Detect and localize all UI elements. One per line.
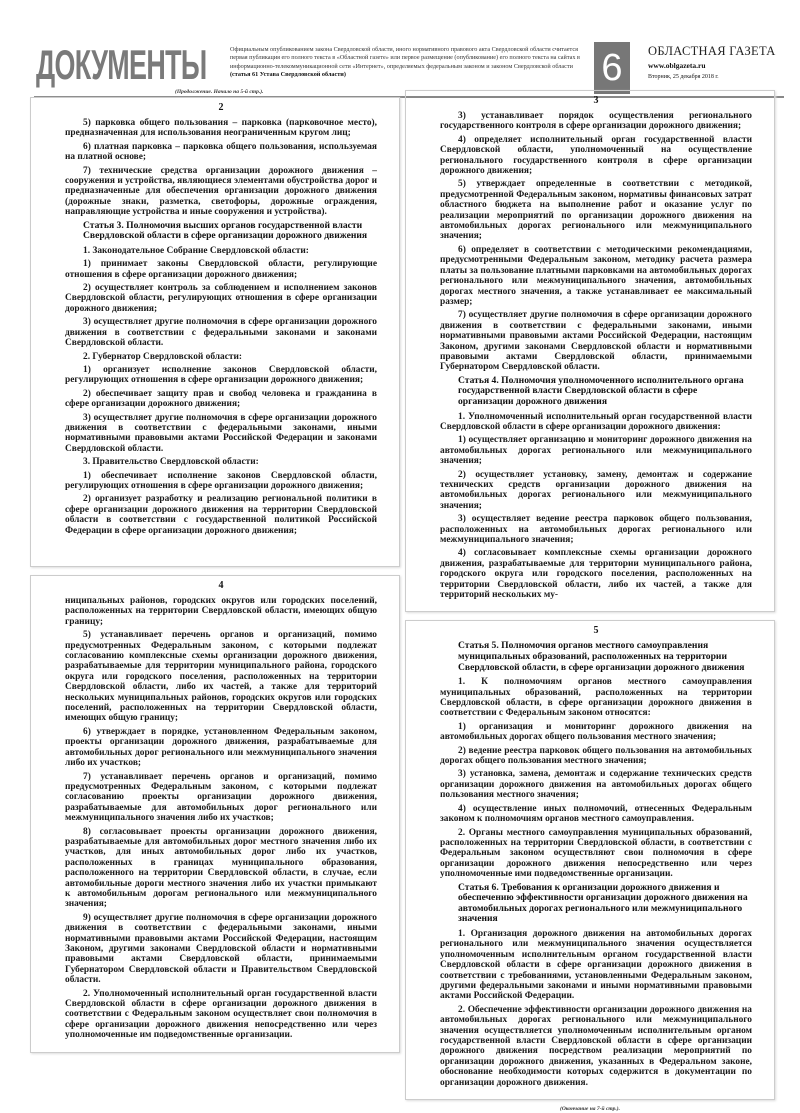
paragraph: 7) устанавливает перечень органов и организаций, помимо предусмотренных Федеральным законом, с которыми подлежат согласованию проекты организации дорожного движения, разрабатываемые для автомобильных дорог регионального или межмуниципального значения либо их участков; <box>65 771 377 824</box>
document-page-4 <box>30 575 400 1053</box>
paragraph: 3) устанавливает порядок осуществления регионального государственного контроля в сфере организации дорожного движения; <box>440 111 752 132</box>
paragraph: 4) согласовывает комплексные схемы организации дорожного движения, разрабатываемые для территории муниципального района, городского округа или городского поселения, расположенных на территории Свердловской области, либо их частей, а также для территорий нескольких му- <box>440 548 752 601</box>
paragraph: 3) осуществляет другие полномочия в сфере организации дорожного движения в соответствии с федеральными законами и законами Свердловской области. <box>65 317 377 349</box>
paragraph: 5) устанавливает перечень органов и организаций, помимо предусмотренных Федеральным законом, с которыми подлежат согласованию комплексные схемы организации дорожного движения, разрабатываемые для территории муниципального района, городского округа или городского поселения, расположенных на территории Свердловской области, либо их частей, а также для территорий нескольких муниципальных районов, городских округов или городских поселений, расположенных на территории Свердловской области, имеющих общую границу; <box>65 630 377 724</box>
publication-notice <box>230 46 588 80</box>
page-number: 2 <box>218 102 224 113</box>
section-title: ДОКУМЕНТЫ <box>36 41 207 88</box>
paragraph: 6) платная парковка – парковка общего пользования, используемая на платной основе; <box>65 141 377 163</box>
paragraph: 9) осуществляет другие полномочия в сфере организации дорожного движения в соответствии с федеральными законами, иными нормативными правовыми актами Российской Федерации, настоящим Законом, другими законами Свердловской области и нормативными правовыми актами Свердловской области, принимаемыми Губернатором Свердловской области и Правительством Свердловской области. <box>65 912 377 986</box>
paragraph: 2. Органы местного самоуправления муниципальных образований, расположенных на территории Свердловской области, в соответствии с Федеральным законом осуществляют свои полномочия в сфере организации дорожного движения непосредственно или через уполномоченные ими подведомственные организации. <box>440 827 752 880</box>
paragraph: 2. Губернатор Свердловской области: <box>83 351 243 362</box>
paragraph: 1) организует исполнение законов Свердловской области, регулирующих отношения в сфере организации дорожного движения; <box>65 364 377 386</box>
paragraph: 5) утверждает определенные в соответствии с методикой, предусмотренной Федеральным законом, нормативы финансовых затрат областного бюджета на выполнение работ и оказание услуг по реализации мероприятий по организации дорожного движения на автомобильных дорогах регионального или межмуниципального значения; <box>440 179 752 242</box>
paragraph: ниципальных районов, городских округов или городских поселений, расположенных на территории Свердловской области, имеющих общую границу; <box>65 596 377 627</box>
paragraph: 5) парковка общего пользования – парковка (парковочное место), предназначенная для использования неограниченным кругом лиц; <box>65 118 377 139</box>
article-heading: Статья 4. Полномочия уполномоченного исполнительного органа государственной власти Свердловской области в сфере организации дорожного движения <box>458 374 744 407</box>
paragraph: 3) установка, замена, демонтаж и содержание технических средств организации дорожного движения на автомобильных дорогах общего пользования местного значения; <box>440 769 752 801</box>
paragraph: 6) утверждает в порядке, установленном Федеральным законом, проекты организации дорожного движения, разрабатываемые для автомобильных дорог регионального или межмуниципального значения либо их участков; <box>65 726 377 769</box>
continued-to-note: (Окончание на 7-й стр.). <box>560 1106 620 1112</box>
paragraph: 2) организует разработку и реализацию региональной политики в сфере организации дорожного движения на территории Свердловской области в соответствии с государственной политикой Российской Федерации в сфере организации дорожного движения; <box>65 494 377 536</box>
page-number: 5 <box>593 625 599 637</box>
paragraph: 1) организация и мониторинг дорожного движения на автомобильных дорогах общего пользования местного значения; <box>440 721 752 743</box>
paragraph: 2) ведение реестра парковок общего пользования на автомобильных дорогах общего пользования местного значения; <box>440 745 752 767</box>
paragraph: 7) осуществляет другие полномочия в сфере организации дорожного движения в соответствии с федеральными законами, иными нормативными правовыми актами Российской Федерации, настоящим Законом, другими законами Свердловской области и нормативными правовыми актами Свердловской области, принимаемыми Губернатором Свердловской области. <box>440 310 752 373</box>
paragraph: 2. Обеспечение эффективности организации дорожного движения на автомобильных дорогах регионального или межмуниципального значения осуществляется уполномоченным исполнительным органом государственной власти Свердловской области в сфере организации дорожного движения посредством реализации мероприятий по организации дорожного движения, указанных в Федеральном законе, обоснование необходимости которых содержится в документации по организации дорожного движения. <box>440 1004 752 1088</box>
paragraph: 6) определяет в соответствии с методическими рекомендациями, предусмотренными Федеральным законом, методику расчета размера платы за пользование платными парковками на автомобильных дорогах регионального или межмуниципального значения, автомобильных дорогах местного значения, а также устанавливает ее максимальный размер; <box>440 244 752 307</box>
newspaper-name: ОБЛАСТНАЯ ГАЗЕТА <box>648 44 776 58</box>
issue-date: Вторник, 25 декабря 2018 г. <box>648 74 719 80</box>
paragraph: 4) определяет исполнительный орган государственной власти Свердловской области, уполномоченный на осуществление регионального государственного контроля в сфере организации дорожного движения; <box>440 134 752 177</box>
paragraph: 3) осуществляет другие полномочия в сфере организации дорожного движения в соответствии с федеральными законами, иными нормативными правовыми актами Российской Федерации и законами Свердловской области. <box>65 412 377 454</box>
document-page-3 <box>405 90 775 612</box>
paragraph: 8) согласовывает проекты организации дорожного движения, разрабатываемые для автомобильных дорог местного значения либо их участков, для иных автомобильных дорог либо их участков, расположенных в границах муниципального образования, расположенного на территории Свердловской области, в случае, если автомобильные дороги местного значения либо их участки примыкают к автомобильным дорогам регионального или межмуниципального значения; <box>65 826 377 910</box>
notice-text: Официальным опубликованием закона Свердловской области, иного нормативного правового акта Свердловской области считается первая публикация его полного текста в «Областной газете» или первое размещение (опубликование) его полного текста на сайтах в информационно-телекоммуникационной сети «Интернет», определяемых федеральным законом и законом Свердловской области <box>230 46 580 70</box>
paragraph: 2) осуществляет установку, замену, демонтаж и содержание технических средств организации дорожного движения на автомобильных дорогах регионального или межмуниципального значения; <box>440 469 752 511</box>
paragraph: 1. К полномочиям органов местного самоуправления муниципальных образований, расположенных на территории Свердловской области, в сфере организации дорожного движения в соответствии с Федеральным законом относятся: <box>440 677 752 719</box>
left-column <box>30 97 400 1053</box>
paragraph: 1) принимает законы Свердловской области, регулирующие отношения в сфере организации дорожного движения; <box>65 259 377 280</box>
paragraph: 1. Уполномоченный исполнительный орган государственной власти Свердловской области в сфере организации дорожного движения: <box>440 411 752 432</box>
paragraph: 7) технические средства организации дорожного движения – сооружения и устройства, являющиеся элементами обустройства дорог и предназначенные для обеспечения организации дорожного движения (дорожные знаки, разметка, светофоры, дорожные ограждения, направляющие устройства и иные сооружения и устройства). <box>65 165 377 218</box>
paragraph: 1. Организация дорожного движения на автомобильных дорогах регионального или межмуниципального значения осуществляется уполномоченным исполнительным органом государственной власти Свердловской области в сфере организации дорожного движения в соответствии с требованиями, установленными Федеральным законом, другими федеральными законами и иными нормативными правовыми актами Российской Федерации. <box>440 928 752 1002</box>
website-link[interactable]: www.oblgazeta.ru <box>648 61 706 70</box>
document-page-5 <box>405 620 775 1100</box>
paragraph: 2) обеспечивает защиту прав и свобод человека и гражданина в сфере организации дорожного движения; <box>65 388 377 410</box>
right-column <box>405 90 775 1113</box>
paragraph: 2. Уполномоченный исполнительный орган государственной власти Свердловской области в сфере организации дорожного движения в соответствии с Федеральным законом осуществляет свои полномочия в сфере организации дорожного движения непосредственно или через уполномоченные им подведомственные организации. <box>65 988 377 1041</box>
paragraph: 3. Правительство Свердловской области: <box>83 457 259 468</box>
paragraph: 4) осуществление иных полномочий, отнесенных Федеральным законом к полномочиям органов местного самоуправления. <box>440 803 752 825</box>
page-number: 4 <box>218 580 224 591</box>
article-heading: Статья 6. Требования к организации дорожного движения и обеспечению эффективности организации дорожного движения на автомобильных дорогах регионального или межмуниципального значения <box>458 881 748 925</box>
page-number: 3 <box>593 95 599 106</box>
paragraph: 3) осуществляет ведение реестра парковок общего пользования, расположенных на автомобильных дорогах регионального или межмуниципального значения; <box>440 514 752 545</box>
paragraph: 2) осуществляет контроль за соблюдением и исполнением законов Свердловской области, регулирующих отношения в сфере организации дорожного движения; <box>65 283 377 314</box>
article-heading: Статья 3. Полномочия высших органов государственной власти Свердловской области в сфере организации дорожного движения <box>83 219 368 242</box>
document-page-2 <box>30 97 400 567</box>
paragraph: 1) осуществляет организацию и мониторинг дорожного движения на автомобильных дорогах регионального или межмуниципального значения; <box>440 435 752 467</box>
continued-from-note: (Продолжение. Начало на 5-й стр.). <box>175 89 264 95</box>
paragraph: 1) обеспечивает исполнение законов Свердловской области, регулирующих отношения в сфере организации дорожного движения; <box>65 470 377 491</box>
article-heading: Статья 5. Полномочия органов местного самоуправления муниципальных образований, расположенных на территории Свердловской области, в сфере организации дорожного движения <box>458 640 745 673</box>
notice-reference: (статья 61 Устава Свердловской области) <box>230 71 346 79</box>
paragraph: 1. Законодательное Собрание Свердловской области: <box>83 245 309 256</box>
page-number-box: 6 <box>594 42 630 94</box>
